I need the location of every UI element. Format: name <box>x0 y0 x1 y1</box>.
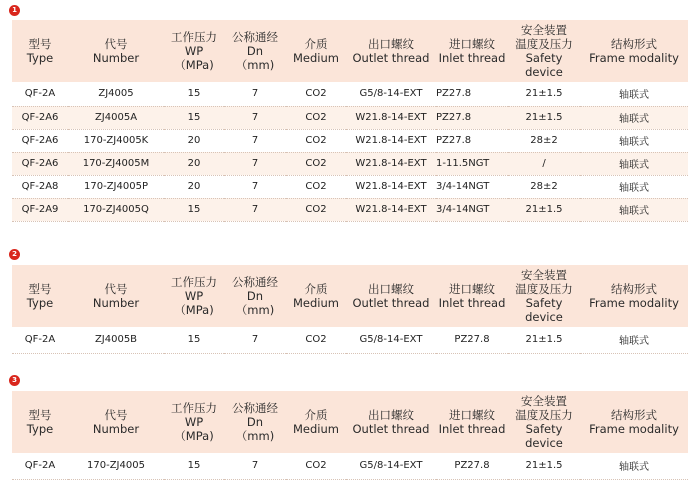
cell-dn: 7 <box>224 198 286 221</box>
cell-number: 170-ZJ4005P <box>68 175 164 198</box>
cell-dn: 7 <box>224 327 286 353</box>
cell-dn: 7 <box>224 129 286 152</box>
cell-safety: 21±1.5 <box>508 453 580 479</box>
header-outlet: 出口螺纹 Outlet thread <box>352 282 430 310</box>
cell-type: QF-2A6 <box>12 106 68 129</box>
cell-outlet: W21.8-14-EXT <box>346 152 436 175</box>
header-wp: 工作压力 WP （MPa) <box>171 30 217 72</box>
cell-wp: 15 <box>164 106 224 129</box>
table-row <box>12 198 688 221</box>
cell-safety: 21±1.5 <box>508 198 580 221</box>
spec-table <box>12 20 688 222</box>
cell-frame: 轴联式 <box>580 152 688 175</box>
cell-inlet: 3/4-14NGT <box>436 198 508 221</box>
cell-number: 170-ZJ4005M <box>68 152 164 175</box>
cell-wp: 20 <box>164 152 224 175</box>
header-dn: 公称通经 Dn （mm) <box>232 30 278 72</box>
cell-frame: 轴联式 <box>580 175 688 198</box>
spec-table <box>12 265 688 354</box>
cell-frame: 轴联式 <box>580 106 688 129</box>
cell-number: 170-ZJ4005K <box>68 129 164 152</box>
header-row <box>12 20 688 82</box>
header-type: 型号 Type <box>26 408 54 436</box>
section-number-badge: 2 <box>9 249 20 260</box>
header-row <box>12 391 688 453</box>
cell-medium: CO2 <box>286 152 346 175</box>
header-inlet: 进口螺纹 Inlet thread <box>438 37 506 65</box>
header-dn: 公称通经 Dn （mm) <box>232 401 278 443</box>
header-wp: 工作压力 WP （MPa) <box>171 275 217 317</box>
cell-wp: 15 <box>164 198 224 221</box>
header-number: 代号 Number <box>92 37 140 65</box>
cell-outlet: G5/8-14-EXT <box>346 453 436 479</box>
cell-number: 170-ZJ4005Q <box>68 198 164 221</box>
header-frame: 结构形式 Frame modality <box>589 408 679 436</box>
cell-type: QF-2A <box>12 327 68 353</box>
cell-wp: 20 <box>164 129 224 152</box>
cell-frame: 轴联式 <box>580 327 688 353</box>
cell-inlet: PZ27.8 <box>436 129 508 152</box>
cell-medium: CO2 <box>286 129 346 152</box>
cell-inlet: PZ27.8 <box>436 82 508 106</box>
cell-outlet: G5/8-14-EXT <box>346 82 436 106</box>
header-number: 代号 Number <box>92 282 140 310</box>
cell-inlet: 1-11.5NGT <box>436 152 508 175</box>
cell-safety: 28±2 <box>508 175 580 198</box>
cell-type: QF-2A9 <box>12 198 68 221</box>
cell-type: QF-2A6 <box>12 129 68 152</box>
table-row <box>12 453 688 479</box>
cell-medium: CO2 <box>286 106 346 129</box>
cell-number: 170-ZJ4005 <box>68 453 164 479</box>
cell-dn: 7 <box>224 152 286 175</box>
header-medium: 介质 Medium <box>293 282 339 310</box>
header-row <box>12 265 688 327</box>
cell-safety: 28±2 <box>508 129 580 152</box>
table-row <box>12 152 688 175</box>
cell-safety: / <box>508 152 580 175</box>
cell-inlet: PZ27.8 <box>436 453 508 479</box>
cell-inlet: PZ27.8 <box>436 327 508 353</box>
section-number-badge: 3 <box>9 375 20 386</box>
header-frame: 结构形式 Frame modality <box>589 37 679 65</box>
table-row <box>12 129 688 152</box>
cell-frame: 轴联式 <box>580 198 688 221</box>
cell-type: QF-2A <box>12 82 68 106</box>
header-medium: 介质 Medium <box>293 37 339 65</box>
cell-wp: 15 <box>164 327 224 353</box>
cell-type: QF-2A6 <box>12 152 68 175</box>
cell-number: ZJ4005A <box>68 106 164 129</box>
header-type: 型号 Type <box>26 282 54 310</box>
cell-number: ZJ4005B <box>68 327 164 353</box>
cell-dn: 7 <box>224 453 286 479</box>
cell-inlet: 3/4-14NGT <box>436 175 508 198</box>
cell-wp: 15 <box>164 82 224 106</box>
cell-outlet: W21.8-14-EXT <box>346 175 436 198</box>
header-safety: 安全装置 温度及压力 Safety device <box>515 394 573 450</box>
spec-table <box>12 391 688 480</box>
table-row <box>12 175 688 198</box>
cell-wp: 15 <box>164 453 224 479</box>
cell-frame: 轴联式 <box>580 129 688 152</box>
cell-inlet: PZ27.8 <box>436 106 508 129</box>
cell-wp: 20 <box>164 175 224 198</box>
header-frame: 结构形式 Frame modality <box>589 282 679 310</box>
cell-medium: CO2 <box>286 198 346 221</box>
cell-dn: 7 <box>224 82 286 106</box>
cell-medium: CO2 <box>286 82 346 106</box>
header-medium: 介质 Medium <box>293 408 339 436</box>
header-safety: 安全装置 温度及压力 Safety device <box>515 23 573 79</box>
table-row <box>12 106 688 129</box>
header-safety: 安全装置 温度及压力 Safety device <box>515 268 573 324</box>
table-row <box>12 82 688 106</box>
table-row <box>12 327 688 353</box>
header-outlet: 出口螺纹 Outlet thread <box>352 408 430 436</box>
cell-outlet: W21.8-14-EXT <box>346 129 436 152</box>
cell-medium: CO2 <box>286 453 346 479</box>
header-dn: 公称通经 Dn （mm) <box>232 275 278 317</box>
cell-type: QF-2A8 <box>12 175 68 198</box>
cell-dn: 7 <box>224 175 286 198</box>
cell-type: QF-2A <box>12 453 68 479</box>
cell-outlet: W21.8-14-EXT <box>346 106 436 129</box>
cell-frame: 轴联式 <box>580 453 688 479</box>
cell-outlet: G5/8-14-EXT <box>346 327 436 353</box>
cell-medium: CO2 <box>286 327 346 353</box>
header-inlet: 进口螺纹 Inlet thread <box>438 408 506 436</box>
cell-safety: 21±1.5 <box>508 327 580 353</box>
cell-number: ZJ4005 <box>68 82 164 106</box>
cell-medium: CO2 <box>286 175 346 198</box>
cell-frame: 轴联式 <box>580 82 688 106</box>
cell-safety: 21±1.5 <box>508 106 580 129</box>
section-number-badge: 1 <box>9 5 20 16</box>
cell-safety: 21±1.5 <box>508 82 580 106</box>
cell-dn: 7 <box>224 106 286 129</box>
header-inlet: 进口螺纹 Inlet thread <box>438 282 506 310</box>
header-wp: 工作压力 WP （MPa) <box>171 401 217 443</box>
header-type: 型号 Type <box>26 37 54 65</box>
cell-outlet: W21.8-14-EXT <box>346 198 436 221</box>
header-outlet: 出口螺纹 Outlet thread <box>352 37 430 65</box>
header-number: 代号 Number <box>92 408 140 436</box>
